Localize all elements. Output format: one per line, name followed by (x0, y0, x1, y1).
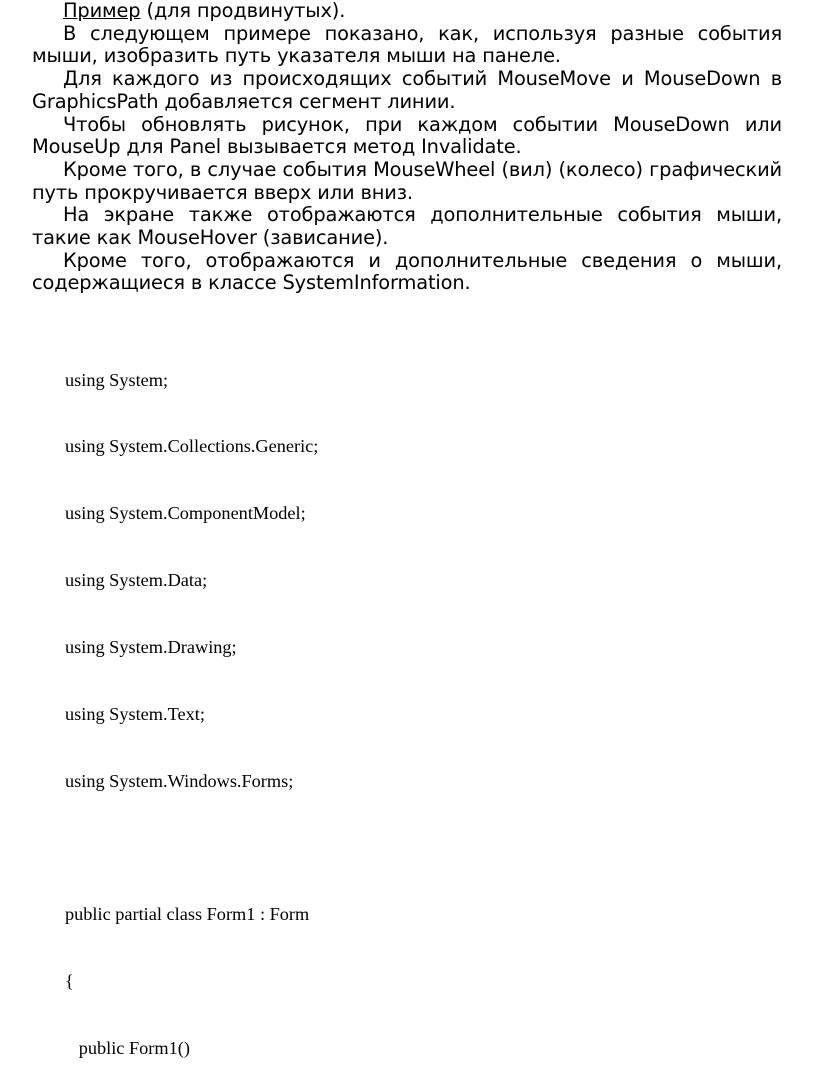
code-line: using System.Data; (65, 570, 208, 591)
paragraph: Кроме того, отображаются и дополнительные сведения о мыши, содержащиеся в классе SystemInformation. (32, 248, 782, 295)
intro-heading (32, 0, 782, 23)
code-line: public Form1() (65, 1038, 190, 1059)
example-label: Пример (63, 0, 141, 22)
example-qualifier: (для продвинутых). (140, 0, 346, 22)
code-listing (65, 324, 785, 1082)
code-line: { (65, 971, 74, 992)
code-line: using System.ComponentModel; (65, 503, 306, 524)
code-line: using System.Text; (65, 704, 205, 725)
code-line: public partial class Form1 : Form (65, 904, 310, 925)
paragraph: Для каждого из происходящих событий MouseMove и MouseDown в GraphicsPath добавляется сегмент линии. (32, 67, 782, 113)
paragraph: На экране также отображаются дополнительные события мыши, такие как MouseHover (зависание). (32, 203, 782, 250)
code-line: using System; (65, 369, 169, 390)
article-text (32, 0, 782, 295)
code-line: using System.Drawing; (65, 637, 237, 658)
code-blank-line (65, 837, 785, 859)
paragraph: В следующем примере показано, как, используя разные события мыши, изобразить путь указателя мыши на панеле. (32, 21, 782, 68)
paragraph: Чтобы обновлять рисунок, при каждом событии MouseDown или MouseUp для Panel вызывается метод Invalidate. (32, 112, 782, 159)
paragraph: Кроме того, в случае события MouseWheel (вил) (колесо) графический путь прокручивается вверх или вниз. (32, 157, 782, 204)
code-line: using System.Windows.Forms; (65, 770, 294, 791)
code-line: using System.Collections.Generic; (65, 436, 319, 457)
